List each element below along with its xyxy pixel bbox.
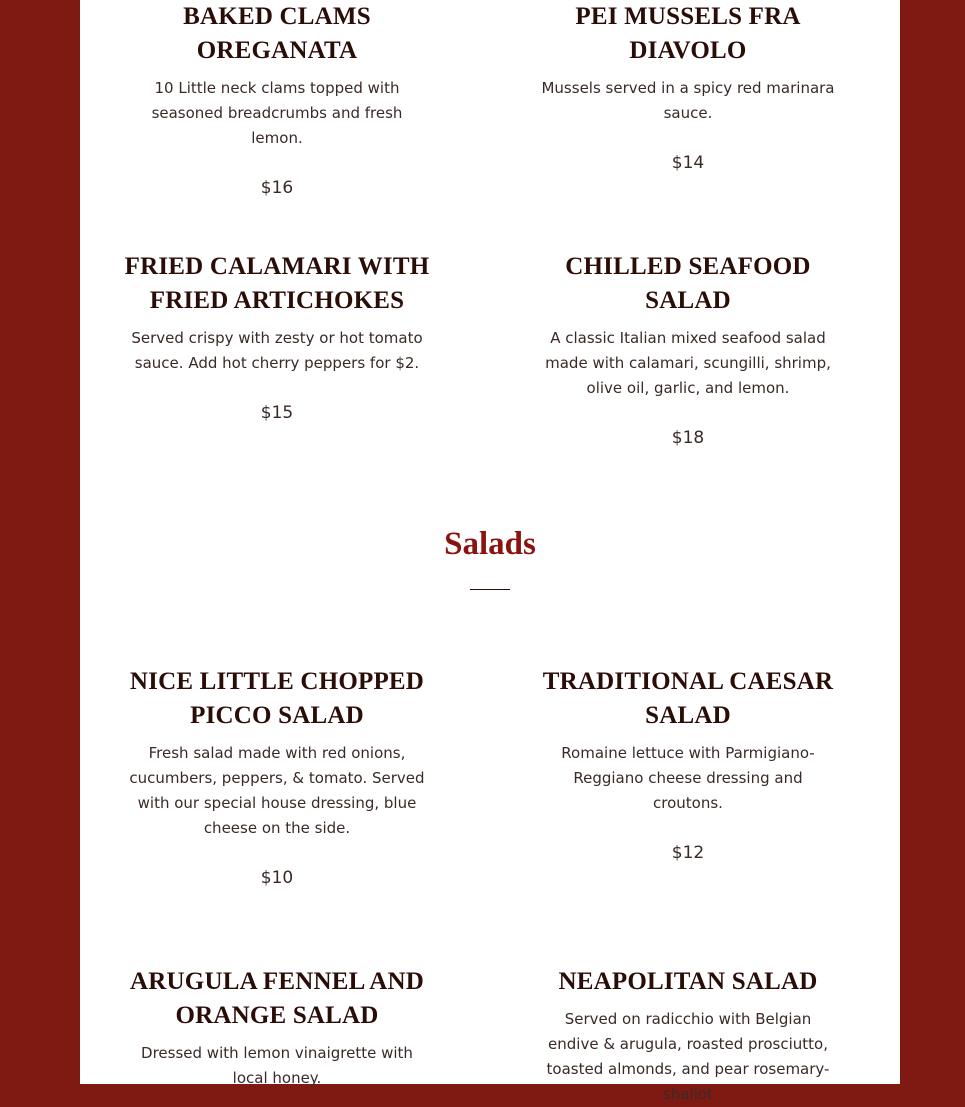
menu-item-title: ARUGULA FENNEL AND ORANGE SALAD: [130, 968, 424, 1029]
section-title-salads: Salads: [444, 526, 536, 562]
menu-item-description: Served crispy with zesty or hot tomato sauce. Add hot cherry peppers for $2.: [131, 329, 423, 372]
menu-item-description: 10 Little neck clams topped with seasoned breadcrumbs and fresh lemon.: [151, 79, 403, 147]
section-divider: [470, 589, 510, 590]
menu-item-title: BAKED CLAMS OREGANATA: [183, 3, 371, 64]
menu-item-arugula-fennel-salad: [122, 965, 432, 1091]
menu-item-title: FRIED CALAMARI WITH FRIED ARTICHOKES: [124, 253, 430, 314]
menu-item-fried-calamari: [122, 250, 432, 426]
menu-item-description: Dressed with lemon vinaigrette with local honey.: [141, 1044, 413, 1087]
menu-panel: [80, 0, 900, 1103]
menu-item-baked-clams: [122, 0, 432, 201]
menu-item-price: $16: [260, 178, 294, 198]
menu-item-chopped-picco-salad: [122, 665, 432, 891]
menu-item-neapolitan-salad: [533, 965, 843, 1107]
menu-item-chilled-seafood-salad: [533, 250, 843, 451]
menu-item-description: A classic Italian mixed seafood salad made with calamari, scungilli, shrimp, olive oil, garlic, and lemon.: [545, 329, 831, 397]
menu-item-title: PEI MUSSELS FRA DIAVOLO: [575, 3, 801, 64]
menu-item-price: $14: [671, 153, 705, 173]
menu-item-description: Fresh salad made with red onions, cucumbers, peppers, & tomato. Served with our special house dressing, blue cheese on the side.: [129, 744, 425, 837]
menu-item-price: $15: [260, 403, 294, 423]
menu-item-description: Romaine lettuce with Parmigiano-Reggiano cheese dressing and croutons.: [561, 744, 815, 812]
menu-item-pei-mussels: [533, 0, 843, 176]
menu-item-caesar-salad: [533, 665, 843, 866]
menu-item-title: NICE LITTLE CHOPPED PICCO SALAD: [129, 668, 425, 729]
menu-item-price: $18: [671, 428, 705, 448]
menu-item-title: NEAPOLITAN SALAD: [558, 968, 818, 995]
menu-item-price: $10: [260, 868, 294, 888]
menu-item-price: $12: [671, 843, 705, 863]
menu-item-title: TRADITIONAL CAESAR SALAD: [542, 668, 834, 729]
menu-item-title: CHILLED SEAFOOD SALAD: [565, 253, 811, 314]
menu-item-description: Mussels served in a spicy red marinara sauce.: [541, 79, 835, 122]
menu-item-description: Served on radicchio with Belgian endive & arugula, roasted prosciutto, toasted almonds, and pear rosemary-shallot: [546, 1010, 830, 1103]
